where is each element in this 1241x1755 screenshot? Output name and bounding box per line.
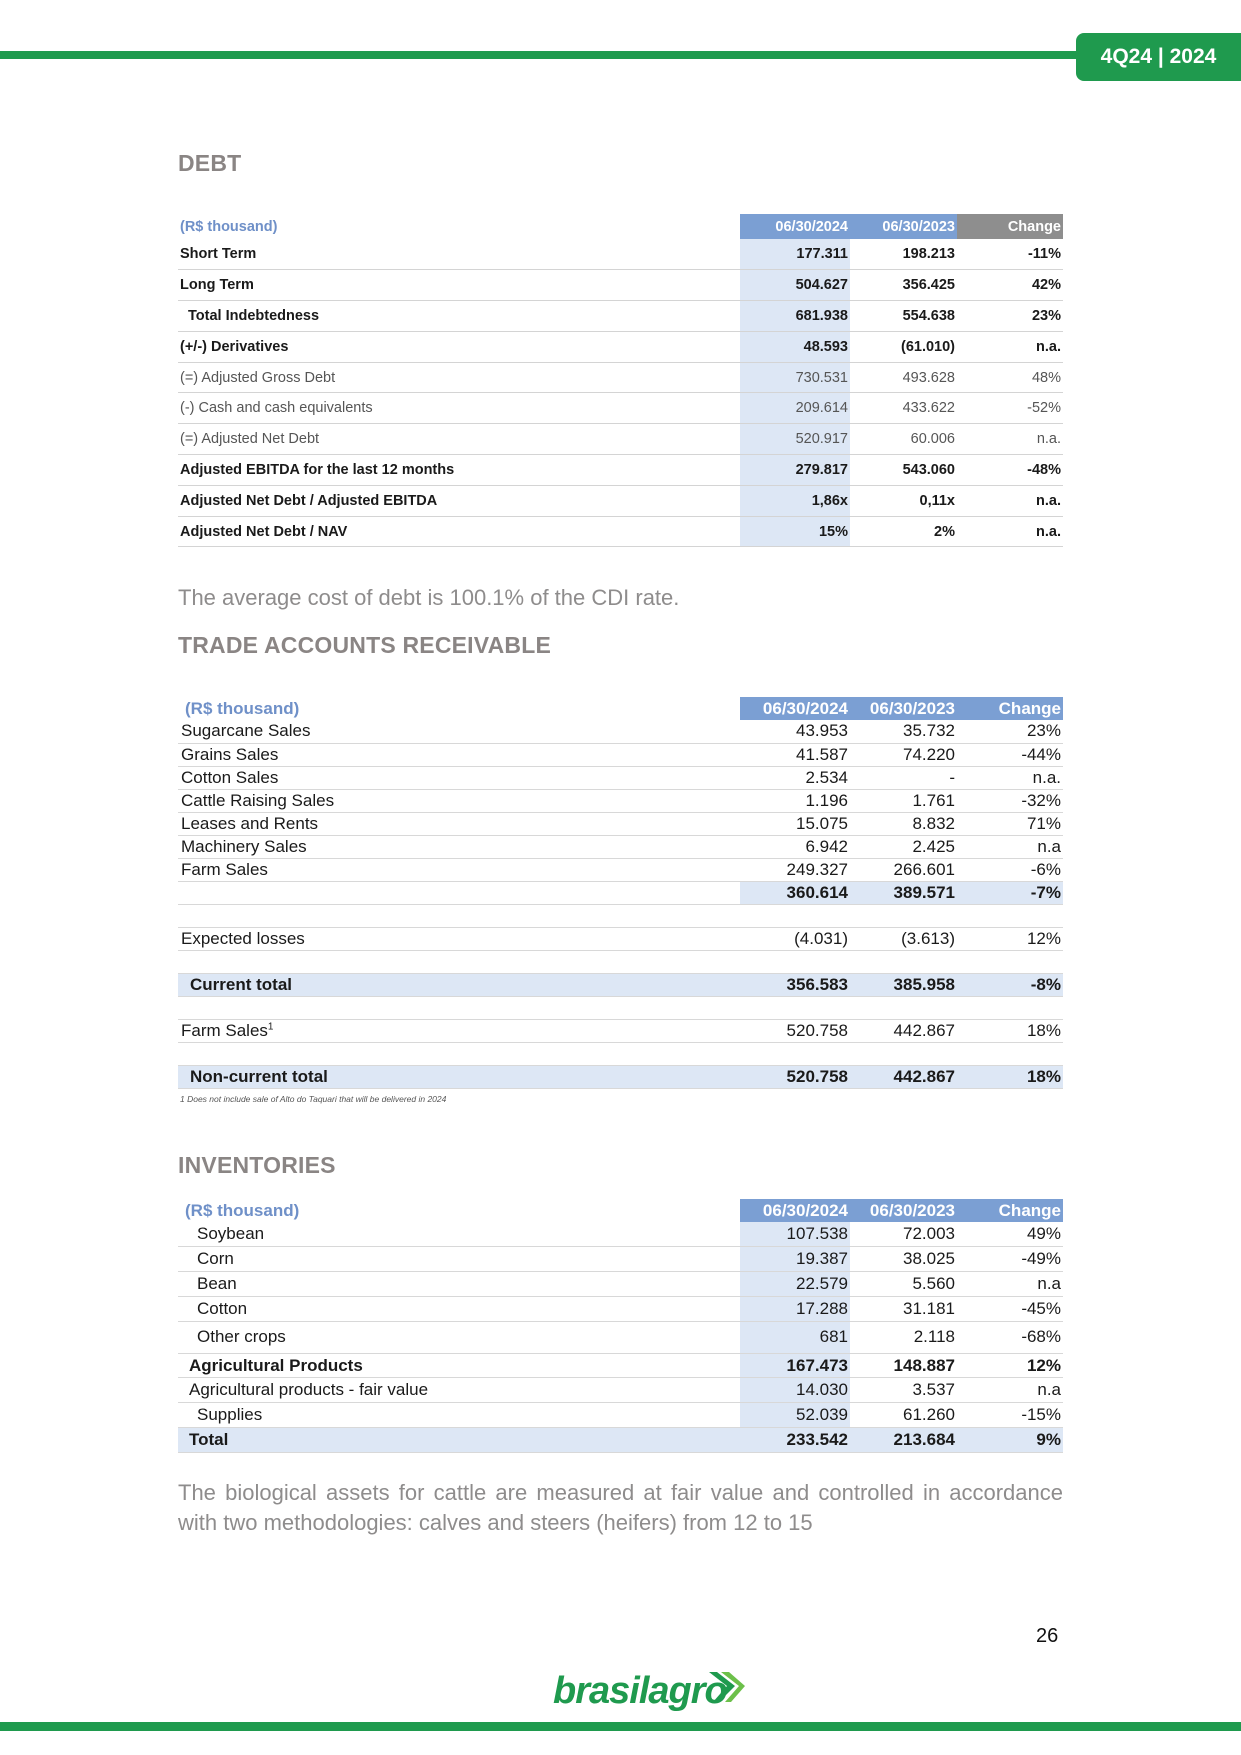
row-label: Cotton Sales <box>178 766 740 789</box>
row-label: Total <box>178 1428 740 1453</box>
cell-2024: 167.473 <box>740 1353 850 1378</box>
row-label: Current total <box>178 973 740 996</box>
row-label: Long Term <box>178 270 740 301</box>
cell-2023: 433.622 <box>850 393 957 424</box>
cell-change: 23% <box>957 301 1063 332</box>
cell-change: -7% <box>957 881 1063 904</box>
cell-change: n.a. <box>957 766 1063 789</box>
cell-2023: (3.613) <box>850 927 957 950</box>
table-row <box>178 1272 1063 1297</box>
cell-2024: 107.538 <box>740 1222 850 1247</box>
cell-2024: 681 <box>740 1321 850 1353</box>
current-total-row <box>178 973 1063 996</box>
inv-col-change: Change <box>957 1199 1063 1222</box>
page-number: 26 <box>1036 1625 1059 1647</box>
footnote-marker: 1 <box>267 1020 274 1032</box>
debt-col-2023: 06/30/2023 <box>850 214 957 239</box>
debt-title: DEBT <box>178 150 242 176</box>
cell-2023: 198.213 <box>850 239 957 270</box>
table-row <box>178 270 1063 301</box>
cell-change: -48% <box>957 455 1063 486</box>
cell-2023: 356.425 <box>850 270 957 301</box>
debt-cost-note: The average cost of debt is 100.1% of the CDI rate. <box>178 585 680 610</box>
row-label: Short Term <box>178 239 740 270</box>
cell-2023: 213.684 <box>850 1428 957 1453</box>
cell-2024: 1.196 <box>740 789 850 812</box>
cell-2024: 19.387 <box>740 1247 850 1272</box>
debt-col-2024: 06/30/2024 <box>740 214 850 239</box>
cell-2023: 1.761 <box>850 789 957 812</box>
row-label: Grains Sales <box>178 743 740 766</box>
cell-2024: 279.817 <box>740 455 850 486</box>
row-label: Soybean <box>178 1222 740 1247</box>
cell-2024: 520.917 <box>740 424 850 455</box>
cell-2024: 177.311 <box>740 239 850 270</box>
cell-2024: 504.627 <box>740 270 850 301</box>
inventories-table <box>178 1199 1063 1453</box>
cell-2023: 442.867 <box>850 1065 957 1088</box>
cell-change: 12% <box>957 1353 1063 1378</box>
cell-change: -68% <box>957 1321 1063 1353</box>
cell-2024: 1,86x <box>740 485 850 516</box>
cell-change: -11% <box>957 239 1063 270</box>
inventories-title: INVENTORIES <box>178 1152 336 1178</box>
cell-change: 9% <box>957 1428 1063 1453</box>
cell-change: 71% <box>957 812 1063 835</box>
cell-2024: 360.614 <box>740 881 850 904</box>
ag-fair-value-row <box>178 1378 1063 1403</box>
cell-change: 18% <box>957 1019 1063 1042</box>
table-row <box>178 835 1063 858</box>
cell-change: -44% <box>957 743 1063 766</box>
row-label: Total Indebtedness <box>178 301 740 332</box>
farm-sales-label: Farm Sales <box>181 1020 268 1040</box>
cell-2024: 356.583 <box>740 973 850 996</box>
spacer-row <box>178 904 1063 927</box>
cell-2024: (4.031) <box>740 927 850 950</box>
cell-2024: 681.938 <box>740 301 850 332</box>
cell-2023: 35.732 <box>850 720 957 743</box>
cell-2023: 60.006 <box>850 424 957 455</box>
subtotal-row <box>178 881 1063 904</box>
row-label: Adjusted Net Debt / NAV <box>178 516 740 547</box>
cell-2023: 3.537 <box>850 1378 957 1403</box>
cell-2024: 2.534 <box>740 766 850 789</box>
cell-2024: 520.758 <box>740 1019 850 1042</box>
cell-change: 48% <box>957 362 1063 393</box>
cell-2023: 266.601 <box>850 858 957 881</box>
cell-2024: 14.030 <box>740 1378 850 1403</box>
cell-2024: 233.542 <box>740 1428 850 1453</box>
table-row <box>178 1247 1063 1272</box>
trade-col-2024: 06/30/2024 <box>740 697 850 720</box>
debt-unit-header: (R$ thousand) <box>178 214 740 239</box>
cell-change: n.a <box>957 1272 1063 1297</box>
table-row <box>178 858 1063 881</box>
cell-2024: 17.288 <box>740 1296 850 1321</box>
trade-title: TRADE ACCOUNTS RECEIVABLE <box>178 632 552 658</box>
table-row <box>178 1296 1063 1321</box>
row-label <box>178 1019 740 1042</box>
cell-change: 23% <box>957 720 1063 743</box>
cell-2024: 22.579 <box>740 1272 850 1297</box>
noncurrent-total-row <box>178 1065 1063 1088</box>
top-green-bar <box>0 51 1090 59</box>
row-label: Machinery Sales <box>178 835 740 858</box>
cell-2024: 209.614 <box>740 393 850 424</box>
cell-change: -8% <box>957 973 1063 996</box>
cell-2023: 554.638 <box>850 301 957 332</box>
table-row <box>178 743 1063 766</box>
row-label: Cattle Raising Sales <box>178 789 740 812</box>
debt-table <box>178 214 1063 547</box>
table-row <box>178 393 1063 424</box>
row-label: Expected losses <box>178 927 740 950</box>
table-row <box>178 331 1063 362</box>
cell-2023: 148.887 <box>850 1353 957 1378</box>
row-label: Sugarcane Sales <box>178 720 740 743</box>
trade-header-row <box>178 697 1063 720</box>
table-row <box>178 1222 1063 1247</box>
row-label <box>178 881 740 904</box>
row-label: Agricultural products - fair value <box>178 1378 740 1403</box>
cell-2023: 72.003 <box>850 1222 957 1247</box>
row-label: Adjusted Net Debt / Adjusted EBITDA <box>178 485 740 516</box>
cell-change: -49% <box>957 1247 1063 1272</box>
cell-change: 42% <box>957 270 1063 301</box>
expected-losses-row <box>178 927 1063 950</box>
row-label: (=) Adjusted Gross Debt <box>178 362 740 393</box>
row-label: Leases and Rents <box>178 812 740 835</box>
logo-chevron-icon <box>705 1668 745 1708</box>
logo-wordmark: brasilagro <box>553 1670 727 1712</box>
cell-2023: 0,11x <box>850 485 957 516</box>
row-label: Supplies <box>178 1403 740 1428</box>
cell-change: n.a <box>957 1378 1063 1403</box>
brasilagro-logo <box>553 1668 753 1718</box>
cell-change: 18% <box>957 1065 1063 1088</box>
cell-2024: 730.531 <box>740 362 850 393</box>
cell-2023: 5.560 <box>850 1272 957 1297</box>
cell-2023: 543.060 <box>850 455 957 486</box>
row-label: Corn <box>178 1247 740 1272</box>
cell-change: n.a <box>957 835 1063 858</box>
period-tab: 4Q24 | 2024 <box>1076 33 1241 81</box>
table-row <box>178 812 1063 835</box>
cell-2023: 31.181 <box>850 1296 957 1321</box>
trade-footnote: 1 Does not include sale of Alto do Taquari that will be delivered in 2024 <box>180 1094 447 1104</box>
cell-change: 12% <box>957 927 1063 950</box>
trade-receivable-table <box>178 697 1063 1089</box>
cell-2023: 389.571 <box>850 881 957 904</box>
debt-col-change: Change <box>957 214 1063 239</box>
table-row <box>178 789 1063 812</box>
spacer-row <box>178 950 1063 973</box>
cell-change: -32% <box>957 789 1063 812</box>
cell-2024: 15.075 <box>740 812 850 835</box>
cell-2023: - <box>850 766 957 789</box>
cell-2023: 385.958 <box>850 973 957 996</box>
row-label: Non-current total <box>178 1065 740 1088</box>
cell-change: 49% <box>957 1222 1063 1247</box>
table-row <box>178 301 1063 332</box>
row-label: Agricultural Products <box>178 1353 740 1378</box>
closing-paragraph: The biological assets for cattle are measured at fair value and controlled in accordance with two methodologies: calves and steers (heifers) from 12 to 15 <box>178 1480 1063 1535</box>
row-label: (=) Adjusted Net Debt <box>178 424 740 455</box>
inv-unit-header: (R$ thousand) <box>178 1199 740 1222</box>
table-row <box>178 455 1063 486</box>
table-row <box>178 239 1063 270</box>
debt-header-row <box>178 214 1063 239</box>
cell-change: -52% <box>957 393 1063 424</box>
bottom-green-bar <box>0 1722 1241 1731</box>
cell-change: n.a. <box>957 424 1063 455</box>
row-label: (-) Cash and cash equivalents <box>178 393 740 424</box>
cell-change: -15% <box>957 1403 1063 1428</box>
cell-2023: 2.118 <box>850 1321 957 1353</box>
cell-change: n.a. <box>957 331 1063 362</box>
spacer-row <box>178 996 1063 1019</box>
table-row <box>178 516 1063 547</box>
cell-2023: 493.628 <box>850 362 957 393</box>
supplies-row <box>178 1403 1063 1428</box>
cell-change: n.a. <box>957 516 1063 547</box>
cell-2024: 6.942 <box>740 835 850 858</box>
row-label: Farm Sales <box>178 858 740 881</box>
cell-2024: 41.587 <box>740 743 850 766</box>
cell-change: -6% <box>957 858 1063 881</box>
cell-change: -45% <box>957 1296 1063 1321</box>
cell-2024: 43.953 <box>740 720 850 743</box>
cell-2023: 2% <box>850 516 957 547</box>
inv-col-2023: 06/30/2023 <box>850 1199 957 1222</box>
cell-2024: 52.039 <box>740 1403 850 1428</box>
cell-2024: 48.593 <box>740 331 850 362</box>
table-row <box>178 766 1063 789</box>
ag-products-row <box>178 1353 1063 1378</box>
farm-sales-noncurrent-row <box>178 1019 1063 1042</box>
cell-2023: 442.867 <box>850 1019 957 1042</box>
spacer-row <box>178 1042 1063 1065</box>
row-label: Adjusted EBITDA for the last 12 months <box>178 455 740 486</box>
row-label: Other crops <box>178 1321 740 1353</box>
cell-2023: 38.025 <box>850 1247 957 1272</box>
table-row <box>178 1321 1063 1353</box>
cell-2023: 74.220 <box>850 743 957 766</box>
trade-unit-header: (R$ thousand) <box>178 697 740 720</box>
inv-col-2024: 06/30/2024 <box>740 1199 850 1222</box>
table-row <box>178 485 1063 516</box>
table-row <box>178 362 1063 393</box>
cell-2024: 249.327 <box>740 858 850 881</box>
cell-2024: 520.758 <box>740 1065 850 1088</box>
cell-2023: 8.832 <box>850 812 957 835</box>
cell-2023: 61.260 <box>850 1403 957 1428</box>
table-row <box>178 720 1063 743</box>
row-label: Bean <box>178 1272 740 1297</box>
cell-2023: 2.425 <box>850 835 957 858</box>
table-row <box>178 424 1063 455</box>
row-label: Cotton <box>178 1296 740 1321</box>
row-label: (+/-) Derivatives <box>178 331 740 362</box>
inventories-header-row <box>178 1199 1063 1222</box>
trade-col-change: Change <box>957 697 1063 720</box>
inventories-total-row <box>178 1428 1063 1453</box>
cell-change: n.a. <box>957 485 1063 516</box>
trade-col-2023: 06/30/2023 <box>850 697 957 720</box>
cell-2023: (61.010) <box>850 331 957 362</box>
cell-2024: 15% <box>740 516 850 547</box>
